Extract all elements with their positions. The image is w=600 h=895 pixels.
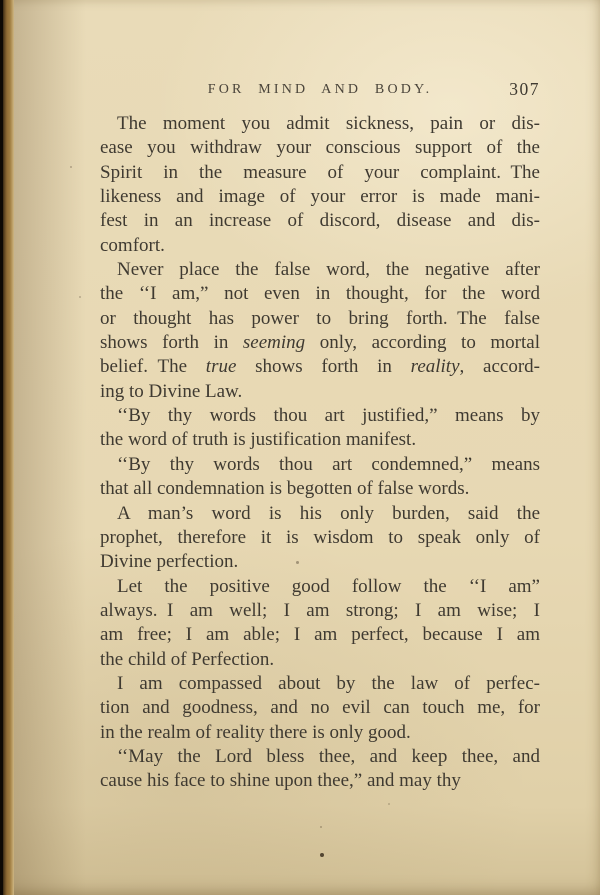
- text-segment: A man’s word is his only burden, said the: [117, 502, 540, 524]
- text-segment: that all condemnation is begotten of false words.: [100, 478, 470, 500]
- text-line: [100, 404, 540, 428]
- text-segment: , accord-: [459, 356, 540, 378]
- text-segment: ‘‘May the Lord bless thee, and keep thee, and: [117, 745, 540, 767]
- text-segment: I am compassed about by the law of perfec-: [117, 672, 540, 694]
- text-line: [100, 769, 540, 793]
- text-line: [100, 599, 540, 623]
- text-segment: fest in an increase of discord, disease and dis-: [100, 210, 540, 232]
- text-line: [100, 380, 540, 404]
- italic-text-segment: reality: [410, 356, 460, 378]
- text-line: [100, 331, 540, 355]
- text-line: [100, 575, 540, 599]
- text-line: [100, 185, 540, 209]
- text-segment: always. I am well; I am strong; I am wise; I: [100, 599, 540, 621]
- text-segment: am free; I am able; I am perfect, because I am: [100, 624, 540, 646]
- paragraph: [100, 112, 540, 258]
- text-line: [100, 307, 540, 331]
- paragraph: [100, 453, 540, 502]
- ink-speck: [320, 826, 322, 828]
- text-line: [100, 161, 540, 185]
- text-line: [100, 258, 540, 282]
- italic-text-segment: seeming: [242, 332, 306, 354]
- book-spine-edge: [0, 0, 14, 895]
- text-segment: the child of Perfection.: [100, 648, 275, 670]
- paragraph: [100, 745, 540, 794]
- text-line: [100, 696, 540, 720]
- running-title: FOR MIND AND BODY.: [207, 82, 433, 97]
- text-segment: ‘‘By thy words thou art justified,” means by: [117, 405, 540, 427]
- text-segment: Divine perfection.: [100, 551, 239, 573]
- paragraph: [100, 672, 540, 745]
- italic-text-segment: true: [205, 356, 237, 378]
- text-line: [100, 355, 540, 379]
- paragraph: [100, 502, 540, 575]
- text-segment: ease you withdraw your conscious support of the: [100, 137, 540, 159]
- page-header: [100, 79, 540, 99]
- text-line: [100, 721, 540, 745]
- ink-speck: [320, 853, 324, 857]
- text-segment: ing to Divine Law.: [100, 380, 243, 402]
- text-segment: The moment you admit sickness, pain or dis-: [117, 113, 540, 134]
- text-line: [100, 648, 540, 672]
- text-line: [100, 428, 540, 452]
- text-segment: or thought has power to bring forth. The false: [100, 307, 540, 329]
- text-segment: prophet, therefore it is wisdom to speak only of: [100, 526, 540, 548]
- text-segment: shows forth in: [100, 332, 243, 354]
- text-line: [100, 112, 540, 136]
- binding-shadow: [14, 0, 86, 895]
- text-segment: likeness and image of your error is made mani-: [100, 186, 540, 208]
- text-block: [100, 112, 540, 794]
- text-line: [100, 453, 540, 477]
- ink-speck: [70, 166, 72, 168]
- text-segment: shows forth in: [236, 356, 411, 378]
- text-line: [100, 234, 540, 258]
- paragraph: [100, 258, 540, 404]
- text-line: [100, 550, 540, 574]
- paragraph: [100, 404, 540, 453]
- text-line: [100, 209, 540, 233]
- ink-speck: [388, 803, 390, 805]
- text-line: [100, 526, 540, 550]
- page-number: 307: [509, 79, 540, 99]
- text-segment: comfort.: [100, 234, 165, 256]
- text-line: [100, 282, 540, 306]
- text-segment: belief. The: [100, 356, 206, 378]
- text-segment: in the realm of reality there is only good.: [100, 721, 411, 743]
- text-line: [100, 477, 540, 501]
- text-segment: ‘‘By thy words thou art condemned,” means: [117, 453, 540, 475]
- text-line: [100, 136, 540, 160]
- text-segment: the word of truth is justification manifest.: [100, 429, 417, 451]
- text-line: [100, 502, 540, 526]
- text-line: [100, 623, 540, 647]
- text-line: [100, 745, 540, 769]
- text-segment: the ‘‘I am,” not even in thought, for the word: [100, 283, 540, 305]
- text-segment: tion and goodness, and no evil can touch me, for: [100, 697, 540, 719]
- text-line: [100, 672, 540, 696]
- paragraph: [100, 575, 540, 672]
- ink-speck: [79, 296, 81, 298]
- text-segment: Spirit in the measure of your complaint. The: [100, 161, 540, 183]
- text-segment: cause his face to shine upon thee,” and may thy: [100, 770, 461, 792]
- text-segment: Never place the false word, the negative after: [117, 259, 540, 281]
- text-segment: Let the positive good follow the ‘‘I am”: [117, 575, 540, 597]
- text-segment: only, according to mortal: [305, 332, 540, 354]
